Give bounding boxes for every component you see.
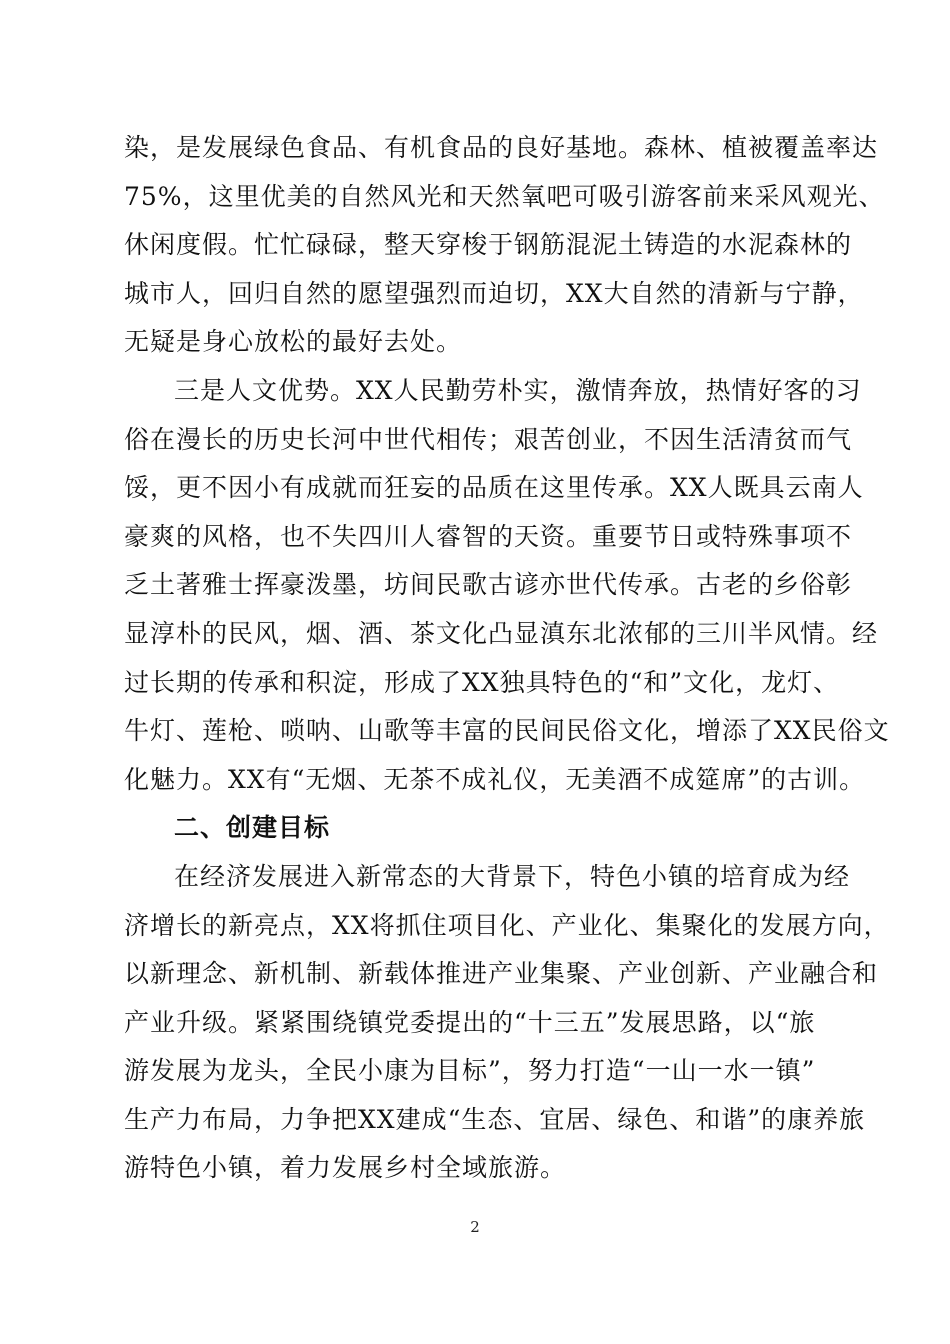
text-line: 游发展为龙头，全民小康为目标”，努力打造“一山一水一镇”: [124, 1056, 816, 1086]
text-line: 以新理念、新机制、新载体推进产业集聚、产业创新、产业融合和: [124, 959, 879, 989]
paragraph-start-line: 在经济发展进入新常态的大背景下，特色小镇的培育成为经: [174, 861, 851, 891]
text-line: 城市人，回归自然的愿望强烈而迫切，XX大自然的清新与宁静，: [124, 278, 864, 308]
text-line: 显淳朴的民风，烟、酒、茶文化凸显滇东北浓郁的三川半风情。经: [124, 618, 879, 648]
section-heading: 二、创建目标: [174, 813, 331, 843]
page-number: 2: [470, 1218, 480, 1236]
text-line: 生产力布局，力争把XX建成“生态、宜居、绿色、和谐”的康养旅: [124, 1104, 866, 1134]
text-line: 休闲度假。忙忙碌碌，整天穿梭于钢筋混泥土铸造的水泥森林的: [124, 230, 853, 260]
text-line: 75%，这里优美的自然风光和天然氧吧可吸引游客前来采风观光、: [124, 181, 885, 211]
paragraph-start-line: 三是人文优势。XX人民勤劳朴实，激情奔放，热情好客的习: [174, 375, 862, 405]
text-line: 牛灯、莲枪、唢呐、山歌等丰富的民间民俗文化，增添了XX民俗文: [124, 716, 890, 746]
text-line: 游特色小镇，着力发展乡村全域旅游。: [124, 1153, 567, 1183]
text-line: 豪爽的风格，也不失四川人睿智的天资。重要节日或特殊事项不: [124, 521, 853, 551]
text-line: 产业升级。紧紧围绕镇党委提出的“十三五”发展思路，以“旅: [124, 1007, 816, 1037]
text-line: 济增长的新亮点，XX将抓住项目化、产业化、集聚化的发展方向，: [124, 910, 890, 940]
text-line: 乏土著雅士挥豪泼墨，坊间民歌古谚亦世代传承。古老的乡俗彰: [124, 570, 853, 600]
text-line: 染，是发展绿色食品、有机食品的良好基地。森林、植被覆盖率达: [124, 133, 879, 162]
text-line: 无疑是身心放松的最好去处。: [124, 327, 463, 357]
text-line: 馁，更不因小有成就而狂妄的品质在这里传承。XX人既具云南人: [124, 473, 864, 503]
text-line: 过长期的传承和积淀，形成了XX独具特色的“和”文化，龙灯、: [124, 667, 840, 697]
body-text: [124, 124, 890, 1193]
text-line: 化魅力。XX有“无烟、无茶不成礼仪，无美酒不成筵席”的古训。: [124, 764, 866, 794]
text-line: 俗在漫长的历史长河中世代相传；艰苦创业，不因生活清贫而气: [124, 424, 853, 454]
